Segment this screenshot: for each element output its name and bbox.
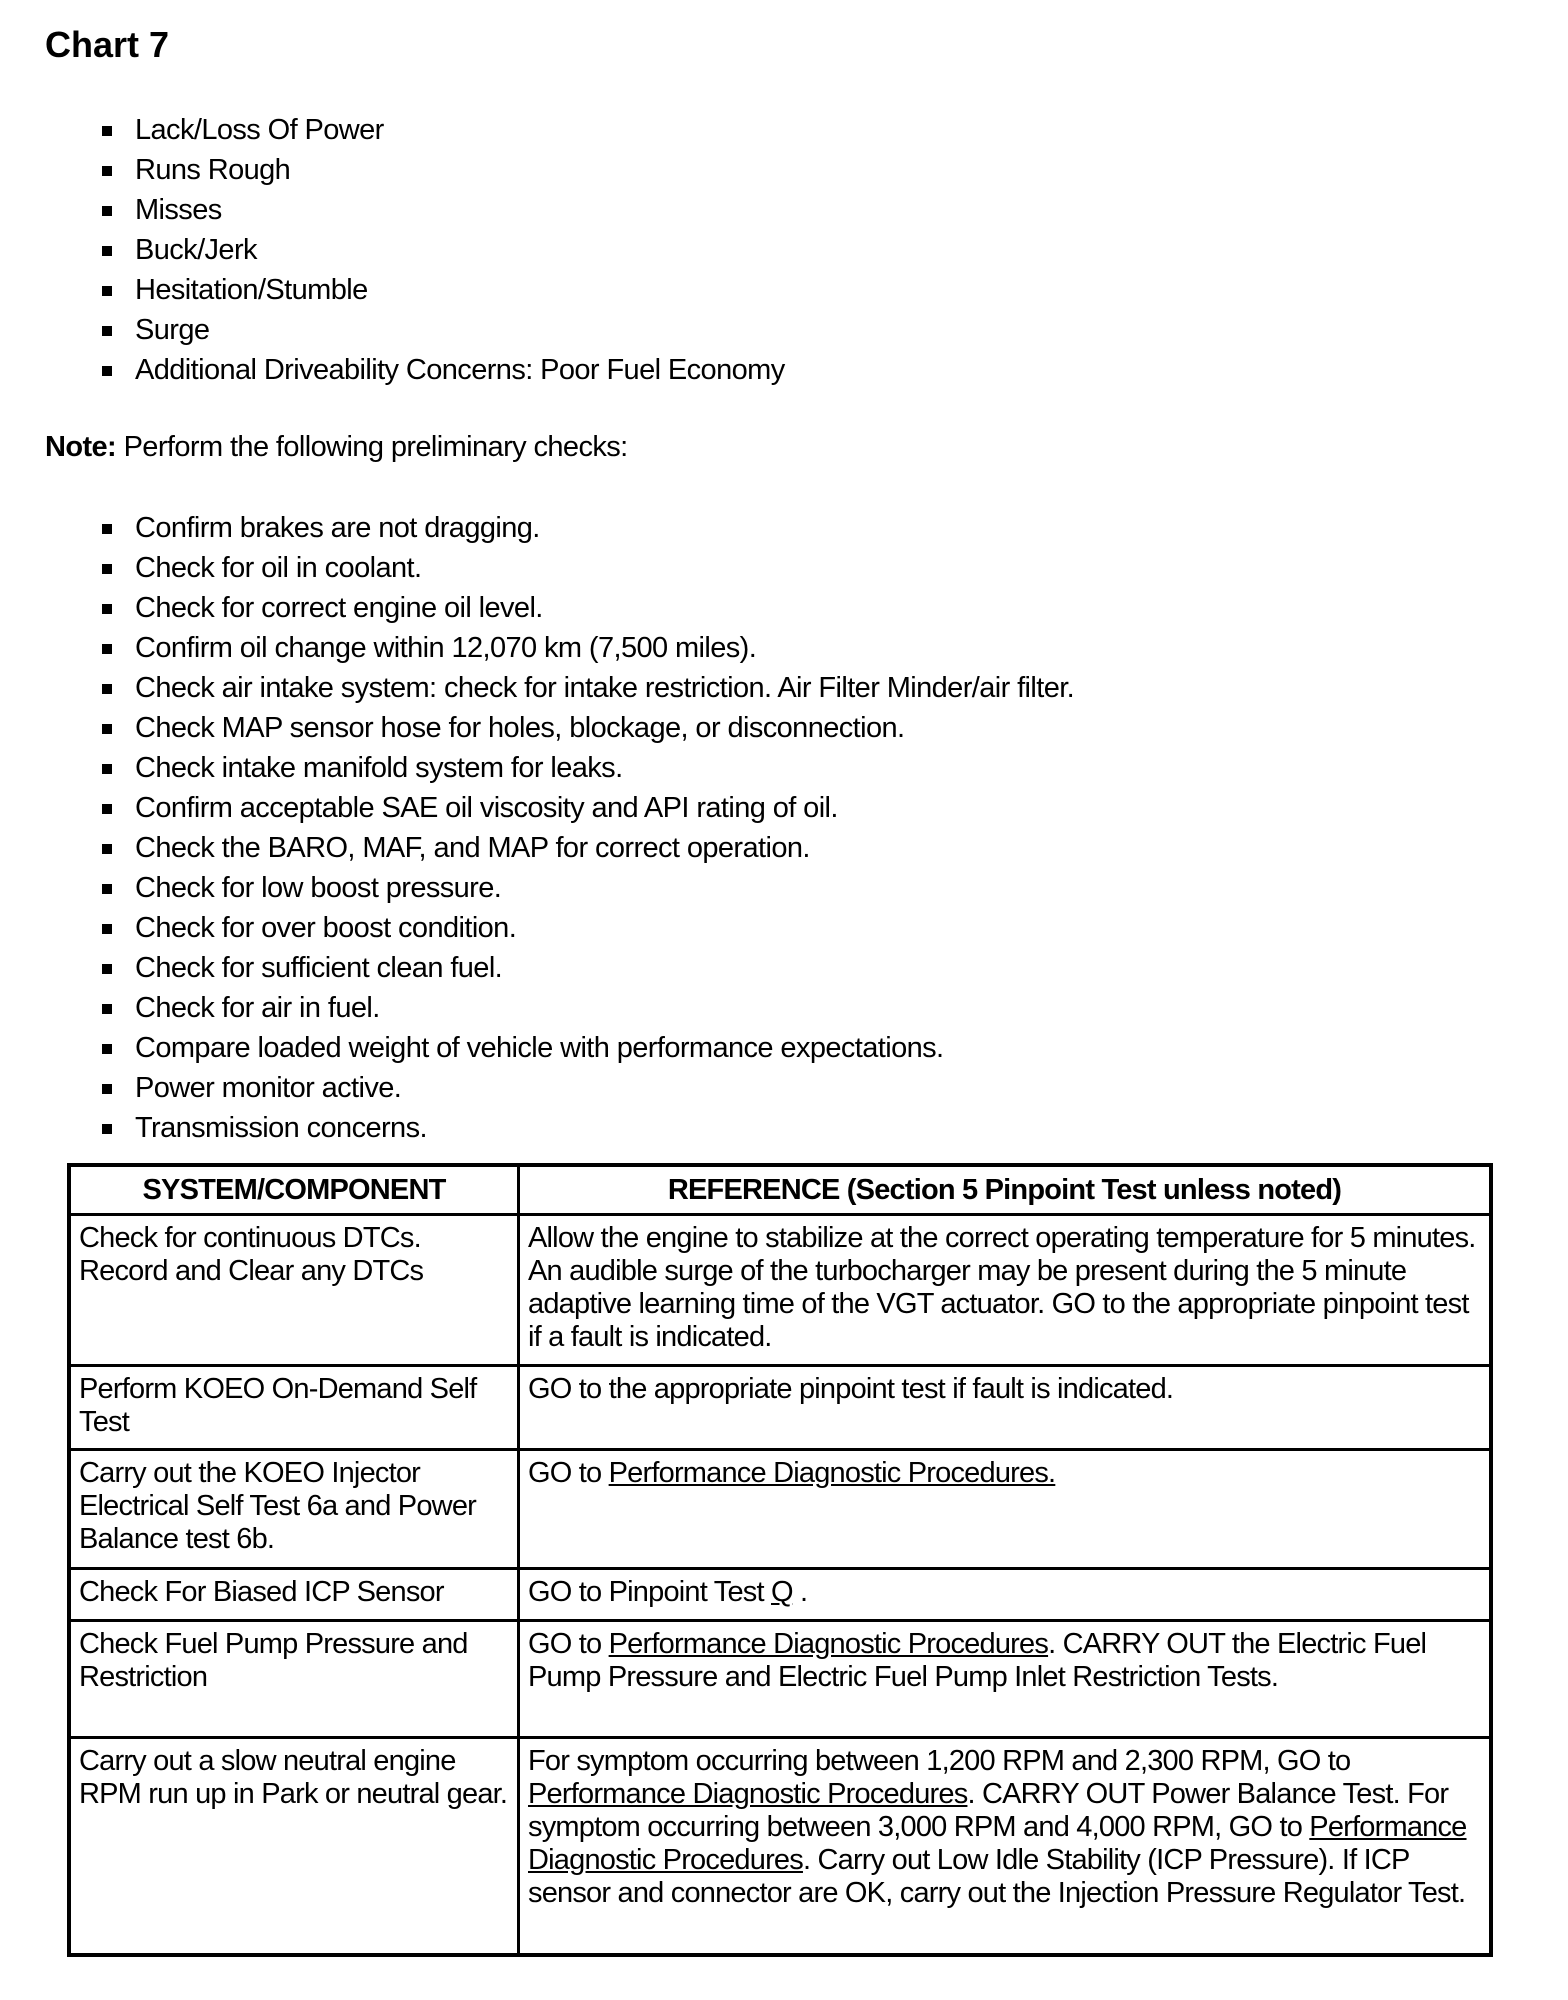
reference-cell bbox=[519, 1366, 1492, 1450]
list-item bbox=[0, 230, 785, 270]
bullet-icon bbox=[102, 1124, 112, 1134]
bullet-icon bbox=[102, 924, 112, 934]
reference-text: . CARRY OUT Power Balance Test. For symptom occurring between 3,000 RPM and 4,000 RPM, GO to bbox=[528, 1778, 1449, 1843]
list-item bbox=[0, 270, 785, 310]
list-item bbox=[0, 908, 1074, 948]
reference-text: Allow the engine to stabilize at the correct operating temperature for 5 minutes. An audible surge of the turbocharger may be present during the 5 minute adaptive learning time of the VGT actuator. GO to the appropriate pinpoint test if a fault is indicated. bbox=[528, 1222, 1476, 1353]
list-item-text: Confirm brakes are not dragging. bbox=[135, 512, 540, 544]
list-item bbox=[0, 628, 1074, 668]
bullet-icon bbox=[102, 1084, 112, 1094]
procedure-link[interactable]: Performance Diagnostic Procedures. bbox=[608, 1457, 1056, 1489]
bullet-icon bbox=[102, 844, 112, 854]
list-item-text: Compare loaded weight of vehicle with performance expectations. bbox=[135, 1032, 944, 1064]
list-item-text: Lack/Loss Of Power bbox=[135, 114, 384, 146]
list-item-text: Buck/Jerk bbox=[135, 234, 257, 266]
list-item bbox=[0, 310, 785, 350]
note bbox=[45, 427, 628, 467]
page-title: Chart 7 bbox=[45, 24, 170, 65]
list-item-text: Check for correct engine oil level. bbox=[135, 592, 543, 624]
table-row bbox=[69, 1621, 1491, 1738]
list-item-text: Surge bbox=[135, 314, 210, 346]
table-row bbox=[69, 1738, 1491, 1955]
bullet-icon bbox=[102, 366, 112, 376]
table-header-row bbox=[69, 1165, 1491, 1215]
table-row bbox=[69, 1450, 1491, 1569]
bullet-icon bbox=[102, 564, 112, 574]
table-row bbox=[69, 1366, 1491, 1450]
bullet-icon bbox=[102, 964, 112, 974]
list-item-text: Check the BARO, MAF, and MAP for correct operation. bbox=[135, 832, 810, 864]
list-item bbox=[0, 1068, 1074, 1108]
list-item bbox=[0, 190, 785, 230]
bullet-icon bbox=[102, 524, 112, 534]
bullet-icon bbox=[102, 764, 112, 774]
component-cell: Perform KOEO On-Demand Self Test bbox=[69, 1366, 519, 1450]
bullet-icon bbox=[102, 884, 112, 894]
list-item-text: Additional Driveability Concerns: Poor Fuel Economy bbox=[135, 354, 785, 386]
bullet-icon bbox=[102, 1044, 112, 1054]
list-item-text: Check for sufficient clean fuel. bbox=[135, 952, 503, 984]
list-item bbox=[0, 668, 1074, 708]
reference-cell bbox=[519, 1621, 1492, 1738]
list-item bbox=[0, 1028, 1074, 1068]
bullet-icon bbox=[102, 644, 112, 654]
list-item bbox=[0, 1108, 1074, 1148]
procedure-link[interactable]: Performance Diagnostic Procedures bbox=[528, 1811, 1467, 1876]
list-item-text: Check for over boost condition. bbox=[135, 912, 517, 944]
bullet-icon bbox=[102, 684, 112, 694]
component-cell: Check Fuel Pump Pressure and Restriction bbox=[69, 1621, 519, 1738]
procedure-link[interactable]: Q bbox=[771, 1576, 793, 1608]
list-item-text: Check MAP sensor hose for holes, blockage, or disconnection. bbox=[135, 712, 905, 744]
list-item bbox=[0, 588, 1074, 628]
list-item bbox=[0, 748, 1074, 788]
list-item-text: Check air intake system: check for intake restriction. Air Filter Minder/air filter. bbox=[135, 672, 1075, 704]
symptom-list bbox=[0, 110, 785, 390]
list-item bbox=[0, 110, 785, 150]
reference-text: . Carry out Low Idle Stability (ICP Pressure). If ICP sensor and connector are OK, carry out the Injection Pressure Regulator Test. bbox=[528, 1844, 1466, 1909]
note-label: Note: bbox=[45, 431, 117, 463]
bullet-icon bbox=[102, 246, 112, 256]
table-row bbox=[69, 1215, 1491, 1366]
list-item-text: Check for air in fuel. bbox=[135, 992, 380, 1024]
reference-text: GO to the appropriate pinpoint test if fault is indicated. bbox=[528, 1373, 1174, 1405]
diagnostic-table bbox=[67, 1163, 1493, 1957]
reference-text: GO to bbox=[528, 1628, 609, 1660]
reference-text: . bbox=[792, 1576, 808, 1608]
bullet-icon bbox=[102, 326, 112, 336]
bullet-icon bbox=[102, 724, 112, 734]
list-item bbox=[0, 788, 1074, 828]
list-item-text: Confirm oil change within 12,070 km (7,500 miles). bbox=[135, 632, 757, 664]
list-item bbox=[0, 548, 1074, 588]
list-item-text: Confirm acceptable SAE oil viscosity and API rating of oil. bbox=[135, 792, 838, 824]
component-cell: Check For Biased ICP Sensor bbox=[69, 1569, 519, 1621]
list-item-text: Misses bbox=[135, 194, 222, 226]
list-item bbox=[0, 708, 1074, 748]
component-cell: Carry out a slow neutral engine RPM run up in Park or neutral gear. bbox=[69, 1738, 519, 1955]
reference-cell bbox=[519, 1215, 1492, 1366]
bullet-icon bbox=[102, 804, 112, 814]
procedure-link[interactable]: Performance Diagnostic Procedures bbox=[528, 1778, 968, 1810]
list-item bbox=[0, 828, 1074, 868]
bullet-icon bbox=[102, 286, 112, 296]
bullet-icon bbox=[102, 126, 112, 136]
reference-cell bbox=[519, 1569, 1492, 1621]
list-item-text: Check for oil in coolant. bbox=[135, 552, 422, 584]
list-item bbox=[0, 868, 1074, 908]
list-item bbox=[0, 948, 1074, 988]
table-row bbox=[69, 1569, 1491, 1621]
note-text: Perform the following preliminary checks: bbox=[116, 431, 628, 463]
reference-text: GO to bbox=[528, 1457, 609, 1489]
list-item-text: Runs Rough bbox=[135, 154, 291, 186]
reference-text: . CARRY OUT the Electric Fuel Pump Pressure and Electric Fuel Pump Inlet Restriction Tests. bbox=[528, 1628, 1427, 1693]
list-item-text: Power monitor active. bbox=[135, 1072, 402, 1104]
component-cell: Check for continuous DTCs. Record and Clear any DTCs bbox=[69, 1215, 519, 1366]
list-item bbox=[0, 508, 1074, 548]
reference-cell bbox=[519, 1738, 1492, 1955]
list-item-text: Transmission concerns. bbox=[135, 1112, 427, 1144]
reference-cell bbox=[519, 1450, 1492, 1569]
list-item bbox=[0, 150, 785, 190]
preliminary-checks-list bbox=[0, 508, 1074, 1148]
list-item bbox=[0, 350, 785, 390]
reference-text: GO to Pinpoint Test bbox=[528, 1576, 771, 1608]
list-item-text: Check for low boost pressure. bbox=[135, 872, 502, 904]
header-system-component: SYSTEM/COMPONENT bbox=[69, 1165, 519, 1215]
header-reference: REFERENCE (Section 5 Pinpoint Test unless noted) bbox=[519, 1165, 1492, 1215]
component-cell: Carry out the KOEO Injector Electrical Self Test 6a and Power Balance test 6b. bbox=[69, 1450, 519, 1569]
list-item-text: Check intake manifold system for leaks. bbox=[135, 752, 623, 784]
bullet-icon bbox=[102, 1004, 112, 1014]
list-item bbox=[0, 988, 1074, 1028]
procedure-link[interactable]: Performance Diagnostic Procedures bbox=[608, 1628, 1049, 1660]
reference-text: For symptom occurring between 1,200 RPM and 2,300 RPM, GO to bbox=[528, 1745, 1351, 1777]
bullet-icon bbox=[102, 206, 112, 216]
list-item-text: Hesitation/Stumble bbox=[135, 274, 368, 306]
bullet-icon bbox=[102, 604, 112, 614]
bullet-icon bbox=[102, 166, 112, 176]
